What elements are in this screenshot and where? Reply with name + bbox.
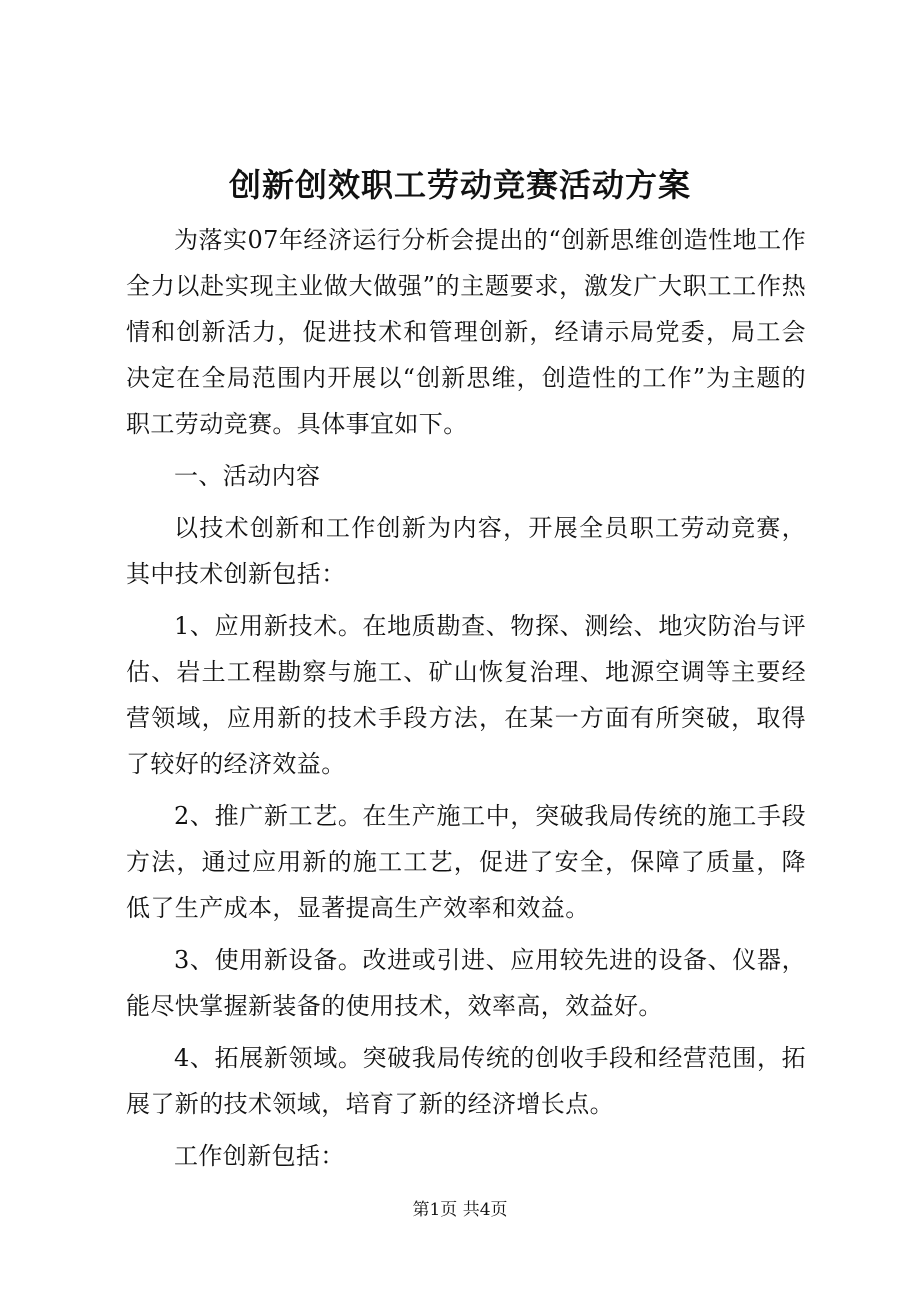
tech-innovation-paragraph: 以技术创新和工作创新为内容，开展全员职工劳动竞赛，其中技术创新包括： (126, 514, 806, 588)
page-number-footer: 第1页 共4页 (412, 1200, 508, 1220)
intro-paragraph: 为落实07年经济运行分析会提出的“创新思维创造性地工作全力以赴实现主业做大做强”的主题要求，激发广大职工工作热情和创新活力，促进技术和管理创新，经请示局党委，局工会决定在全局范围内开展以“创新思维，创造性的工作”为主题的职工劳动竞赛。具体事宜如下。 (126, 226, 806, 438)
item-new-technology: 1、应用新技术。在地质勘查、物探、测绘、地灾防治与评估、岩土工程勘察与施工、矿山恢复治理、地源空调等主要经营领域，应用新的技术手段方法，在某一方面有所突破，取得了较好的经济效益。 (126, 612, 806, 778)
item-new-process: 2、推广新工艺。在生产施工中，突破我局传统的施工手段方法，通过应用新的施工工艺，促进了安全，保障了质量，降低了生产成本，显著提高生产效率和效益。 (126, 802, 806, 922)
item-new-field: 4、拓展新领域。突破我局传统的创收手段和经营范围，拓展了新的技术领域，培育了新的经济增长点。 (126, 1044, 806, 1118)
document-title: 创新创效职工劳动竞赛活动方案 (228, 166, 691, 204)
item-new-equipment: 3、使用新设备。改进或引进、应用较先进的设备、仪器，能尽快掌握新装备的使用技术，效率高，效益好。 (126, 946, 806, 1020)
document-body (126, 217, 806, 1185)
work-innovation-paragraph: 工作创新包括： (174, 1142, 345, 1170)
section-heading-activity-content: 一、活动内容 (174, 462, 321, 490)
